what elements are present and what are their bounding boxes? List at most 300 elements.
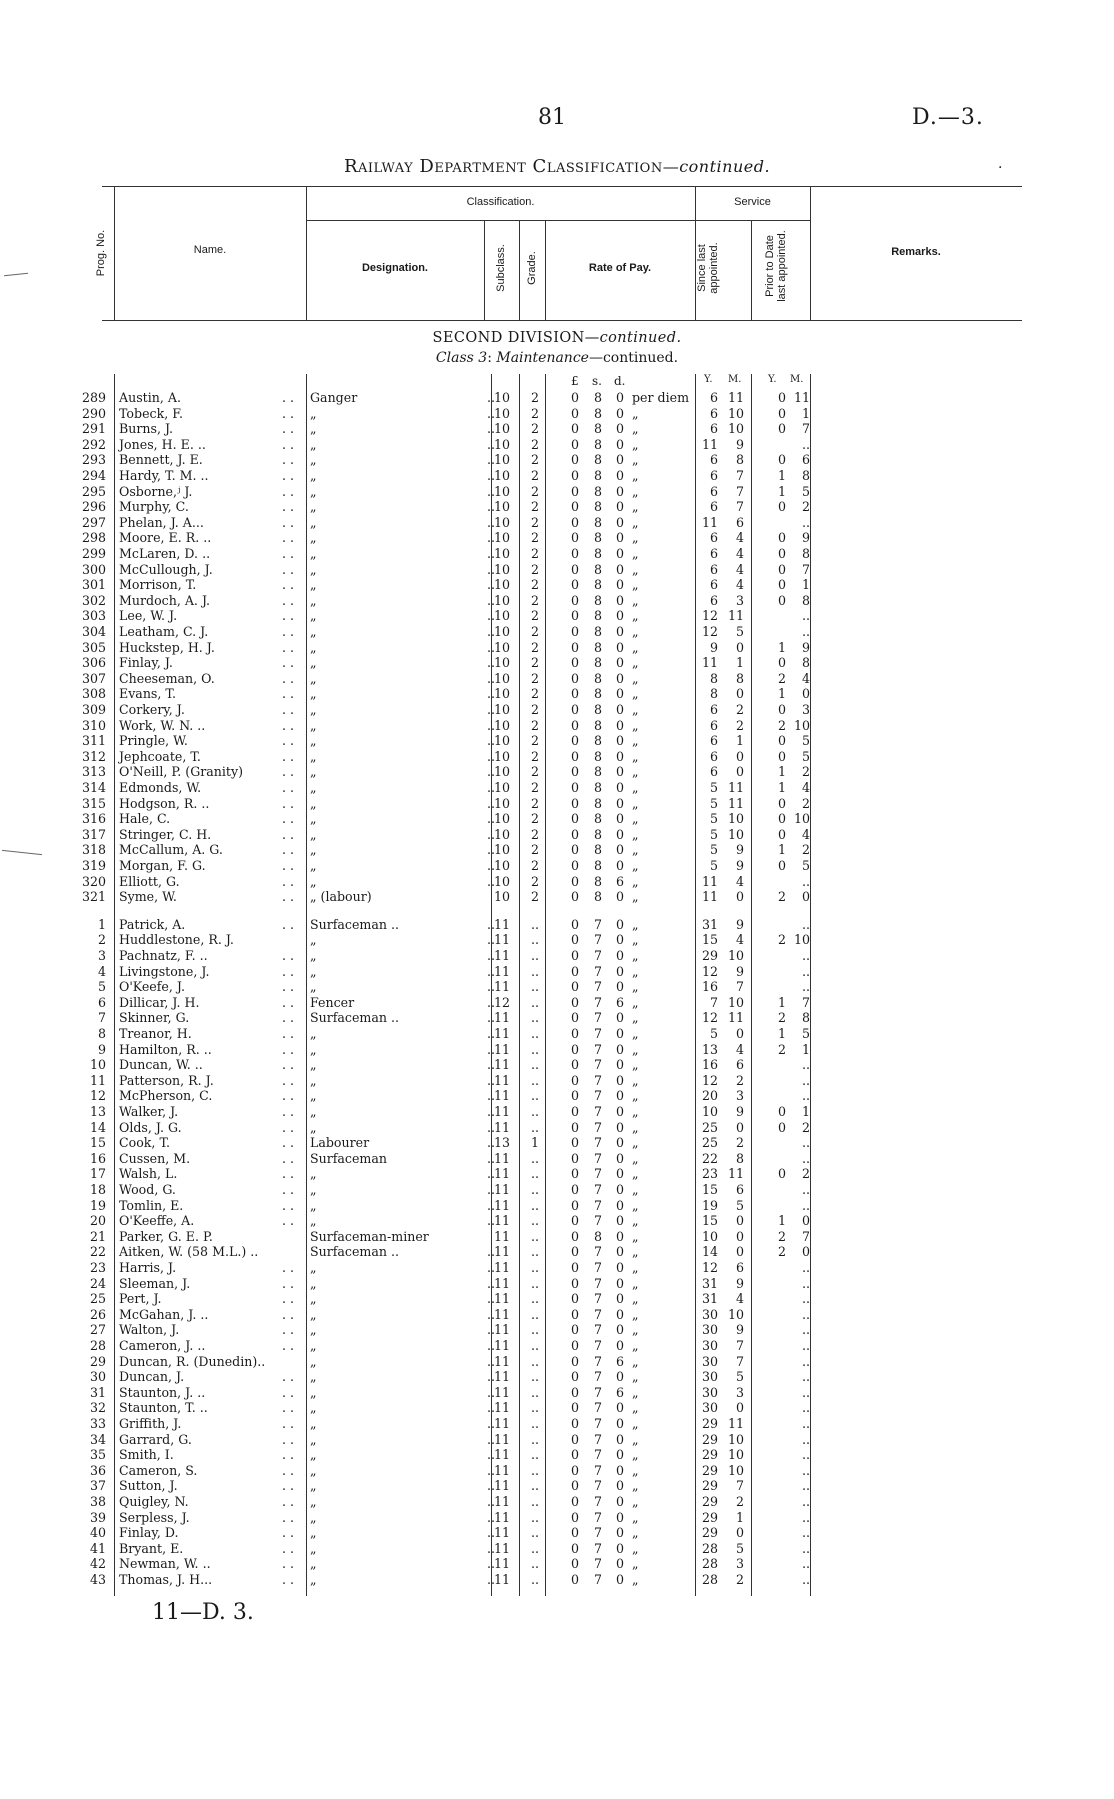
prog-no: 317: [81, 826, 106, 842]
pay-pence: 0: [616, 499, 625, 515]
table-row: [0, 1369, 1114, 1385]
prog-no: 41: [89, 1540, 106, 1556]
leader-dots: ..: [487, 994, 496, 1010]
subclass: 11: [494, 1447, 511, 1463]
table-row: [0, 484, 1114, 500]
header-rate-of-pay: Rate of Pay.: [588, 262, 652, 274]
prior-months: 11: [793, 390, 810, 405]
leader-dots: . .: [282, 858, 295, 873]
prog-no: 22: [89, 1244, 106, 1260]
since-years: 5: [709, 780, 718, 795]
pay-pence: 0: [616, 1275, 625, 1291]
grade: 2: [530, 608, 539, 624]
prog-no: 312: [81, 748, 106, 764]
prior-years: 0: [777, 655, 786, 671]
since-months: 10: [727, 1462, 744, 1478]
grade: ..: [530, 1260, 539, 1275]
footer-signature: 11—D. 3.: [152, 1600, 254, 1625]
pay-basis: „: [632, 811, 639, 827]
employee-name: McCallum, A. G.: [119, 842, 223, 858]
pay-pence: 0: [616, 1104, 625, 1119]
prior-months: 5: [801, 483, 810, 499]
table-row: [0, 640, 1114, 656]
grade: 2: [530, 639, 539, 655]
prog-no: 311: [81, 733, 106, 749]
since-months: 7: [735, 1353, 744, 1369]
pay-pounds: 0: [571, 1275, 580, 1291]
employee-name: Edmonds, W.: [119, 780, 202, 795]
prior-months: ..: [801, 873, 810, 889]
pay-pounds: 0: [571, 514, 580, 530]
leader-dots: . .: [282, 1494, 295, 1509]
leader-dots: . .: [282, 717, 295, 733]
subclass: 11: [494, 1369, 511, 1385]
pay-basis: „: [632, 499, 639, 515]
prog-no: 302: [81, 592, 106, 608]
designation: „: [310, 577, 317, 593]
pay-shillings: 7: [594, 1213, 603, 1229]
prog-no: 318: [81, 842, 106, 858]
pay-shillings: 8: [594, 795, 603, 811]
prog-no: 19: [89, 1197, 106, 1213]
since-months: 4: [735, 561, 744, 577]
leader-dots: ..: [487, 1462, 496, 1478]
subclass: 11: [494, 1182, 511, 1197]
pay-pence: 0: [616, 1072, 625, 1088]
leader-dots: . .: [282, 561, 295, 577]
designation: „: [310, 717, 317, 733]
prog-no: 307: [81, 670, 106, 686]
pay-shillings: 8: [594, 702, 603, 717]
designation: „: [310, 421, 317, 437]
leader-dots: . .: [282, 1572, 295, 1587]
header-prog-no: Prog. No.: [95, 229, 107, 277]
prog-no: 310: [81, 717, 106, 733]
margin-dot: ·: [998, 160, 1003, 176]
employee-name: Elliott, G.: [119, 873, 180, 889]
since-years: 6: [709, 530, 718, 546]
grade: ..: [530, 1244, 539, 1260]
leader-dots: ..: [487, 858, 496, 873]
designation: „: [310, 780, 317, 795]
employee-name: Morgan, F. G.: [119, 858, 206, 873]
subclass: 11: [494, 1494, 511, 1509]
pay-shillings: 7: [594, 1072, 603, 1088]
table-row: [0, 1120, 1114, 1136]
leader-dots: ..: [487, 1088, 496, 1104]
unit-pound: £: [571, 374, 579, 388]
designation: „: [310, 1525, 317, 1541]
subclass: 10: [494, 873, 511, 889]
page-number: 81: [538, 105, 566, 130]
designation: Labourer: [310, 1135, 370, 1151]
employee-name: Work, W. N. ..: [119, 717, 206, 733]
leader-dots: ..: [487, 1057, 496, 1073]
employee-name: Lee, W. J.: [119, 608, 178, 624]
employee-name: Cameron, S.: [119, 1462, 198, 1478]
leader-dots: . .: [282, 795, 295, 811]
prior-years: 0: [777, 390, 786, 405]
leader-dots: . .: [282, 1010, 295, 1026]
prog-no: 316: [81, 811, 106, 827]
pay-shillings: 7: [594, 1244, 603, 1260]
grade: ..: [530, 1228, 539, 1244]
prog-no: 11: [89, 1072, 106, 1088]
employee-name: Corkery, J.: [119, 702, 185, 717]
prior-months: 2: [801, 1119, 810, 1135]
pay-shillings: 7: [594, 1525, 603, 1541]
prior-months: 0: [801, 1244, 810, 1260]
pay-basis: „: [632, 514, 639, 530]
pay-pounds: 0: [571, 468, 580, 483]
employee-name: Walsh, L.: [119, 1166, 178, 1182]
pay-pounds: 0: [571, 1462, 580, 1478]
pay-basis: „: [632, 1400, 639, 1416]
subclass: 10: [494, 655, 511, 671]
table-row: [0, 577, 1114, 593]
prior-months: ..: [801, 1291, 810, 1307]
since-years: 6: [709, 748, 718, 764]
since-months: 2: [735, 702, 744, 717]
pay-pence: 0: [616, 1572, 625, 1587]
designation: „: [310, 811, 317, 827]
pay-shillings: 8: [594, 390, 603, 405]
grade: 2: [530, 452, 539, 468]
pay-pounds: 0: [571, 1478, 580, 1494]
pay-pence: 0: [616, 1119, 625, 1135]
grade: ..: [530, 1306, 539, 1322]
table-row: [0, 858, 1114, 874]
designation: Surfaceman ..: [310, 916, 400, 932]
grade: 2: [530, 421, 539, 437]
prior-months: ..: [801, 1400, 810, 1416]
leader-dots: ..: [487, 1447, 496, 1463]
since-months: 9: [735, 963, 744, 979]
prior-months: ..: [801, 1260, 810, 1275]
since-years: 15: [701, 932, 718, 948]
leader-dots: . .: [282, 608, 295, 624]
pay-basis: „: [632, 1166, 639, 1182]
pay-pounds: 0: [571, 780, 580, 795]
leader-dots: ..: [487, 717, 496, 733]
pay-shillings: 7: [594, 979, 603, 995]
prior-years: 0: [777, 405, 786, 421]
employee-name: Burns, J.: [119, 421, 174, 437]
designation: „: [310, 764, 317, 780]
since-years: 6: [709, 717, 718, 733]
employee-name: Jones, H. E. ..: [119, 436, 206, 452]
pay-basis: „: [632, 1556, 639, 1572]
unit-prior-years: Y.: [768, 374, 777, 385]
unit-prior-months: M.: [790, 374, 804, 385]
subclass: 11: [494, 1228, 511, 1244]
pay-pence: 0: [616, 979, 625, 995]
since-months: 0: [735, 1213, 744, 1229]
designation: „: [310, 1104, 317, 1119]
designation: Ganger: [310, 390, 358, 405]
pay-pence: 0: [616, 858, 625, 873]
pay-shillings: 8: [594, 764, 603, 780]
employee-name: Wood, G.: [119, 1182, 176, 1197]
prog-no: 303: [81, 608, 106, 624]
pay-pence: 0: [616, 670, 625, 686]
designation: „: [310, 1338, 317, 1353]
prog-no: 37: [89, 1478, 106, 1494]
prior-years: 0: [777, 795, 786, 811]
pay-basis: „: [632, 916, 639, 932]
since-years: 6: [709, 421, 718, 437]
table-row: [0, 1400, 1114, 1416]
employee-name: Cheeseman, O.: [119, 670, 215, 686]
prior-years: 2: [777, 1228, 786, 1244]
prog-no: 18: [89, 1182, 106, 1197]
designation: „: [310, 1057, 317, 1073]
pay-pounds: 0: [571, 1338, 580, 1353]
since-months: 9: [735, 842, 744, 858]
pay-shillings: 8: [594, 577, 603, 593]
subclass: 11: [494, 1478, 511, 1494]
table-row: [0, 608, 1114, 624]
prior-years: 0: [777, 1166, 786, 1182]
leader-dots: . .: [282, 1166, 295, 1182]
employee-name: Morrison, T.: [119, 577, 197, 593]
prior-months: ..: [801, 1494, 810, 1509]
leader-dots: . .: [282, 811, 295, 827]
employee-name: Sleeman, J.: [119, 1275, 191, 1291]
pay-pounds: 0: [571, 889, 580, 905]
prog-no: 2: [97, 932, 106, 948]
leader-dots: . .: [282, 405, 295, 421]
leader-dots: ..: [487, 873, 496, 889]
leader-dots: . .: [282, 686, 295, 702]
pay-pounds: 0: [571, 577, 580, 593]
leader-dots: ..: [487, 1369, 496, 1385]
since-months: 6: [735, 1057, 744, 1073]
since-months: 9: [735, 436, 744, 452]
leader-dots: . .: [282, 889, 295, 905]
grade: ..: [530, 1072, 539, 1088]
pay-basis: „: [632, 963, 639, 979]
pay-pounds: 0: [571, 1369, 580, 1385]
pay-pounds: 0: [571, 826, 580, 842]
grade: ..: [530, 1494, 539, 1509]
pay-shillings: 8: [594, 842, 603, 858]
pay-basis: „: [632, 561, 639, 577]
pay-basis: „: [632, 1291, 639, 1307]
designation: „: [310, 1572, 317, 1587]
since-years: 6: [709, 390, 718, 405]
employee-name: Skinner, G.: [119, 1010, 190, 1026]
since-months: 4: [735, 873, 744, 889]
employee-name: Pert, J.: [119, 1291, 162, 1307]
pay-basis: „: [632, 655, 639, 671]
pay-shillings: 7: [594, 916, 603, 932]
since-years: 12: [701, 1010, 718, 1026]
prog-no: 40: [89, 1525, 106, 1541]
since-months: 10: [727, 994, 744, 1010]
pay-pence: 0: [616, 639, 625, 655]
prog-no: 295: [81, 483, 106, 499]
subclass: 11: [494, 1306, 511, 1322]
pay-pence: 0: [616, 1369, 625, 1385]
table-row: [0, 406, 1114, 422]
pay-basis: „: [632, 1338, 639, 1353]
subclass: 10: [494, 592, 511, 608]
leader-dots: . .: [282, 1478, 295, 1494]
pay-pounds: 0: [571, 1088, 580, 1104]
pay-pounds: 0: [571, 530, 580, 546]
grade: ..: [530, 1010, 539, 1026]
subclass: 11: [494, 1416, 511, 1431]
prog-no: 43: [89, 1572, 106, 1587]
table-row: [0, 1073, 1114, 1089]
pay-shillings: 7: [594, 1462, 603, 1478]
pay-pence: 0: [616, 1057, 625, 1073]
since-months: 2: [735, 1572, 744, 1587]
subclass: 11: [494, 1041, 511, 1057]
prior-months: ..: [801, 1478, 810, 1494]
pay-pence: 0: [616, 717, 625, 733]
grade: 2: [530, 748, 539, 764]
pay-pence: 0: [616, 1088, 625, 1104]
subclass: 10: [494, 499, 511, 515]
grade: ..: [530, 1462, 539, 1478]
grade: 2: [530, 811, 539, 827]
employee-name: Parker, G. E. P.: [119, 1228, 213, 1244]
subclass: 11: [494, 1104, 511, 1119]
grade: 2: [530, 842, 539, 858]
subclass: 10: [494, 452, 511, 468]
table-row: [0, 1432, 1114, 1448]
designation: „: [310, 1540, 317, 1556]
pay-pounds: 0: [571, 483, 580, 499]
pay-pounds: 0: [571, 421, 580, 437]
prior-years: 0: [777, 1104, 786, 1119]
employee-name: Moore, E. R. ..: [119, 530, 212, 546]
since-years: 13: [701, 1041, 718, 1057]
pay-basis: „: [632, 858, 639, 873]
prior-months: 9: [801, 639, 810, 655]
pay-basis: „: [632, 842, 639, 858]
since-years: 12: [701, 608, 718, 624]
prior-years: 1: [777, 764, 786, 780]
leader-dots: ..: [487, 932, 496, 948]
prog-no: 15: [89, 1135, 106, 1151]
leader-dots: ..: [487, 1010, 496, 1026]
employee-name: Austin, A.: [119, 390, 181, 405]
header-prior-to-date: Prior to Date last appointed.: [764, 230, 788, 302]
prior-months: 8: [801, 655, 810, 671]
prior-months: 7: [801, 994, 810, 1010]
since-years: 11: [701, 436, 718, 452]
since-months: 10: [727, 421, 744, 437]
table-row: [0, 546, 1114, 562]
pay-shillings: 7: [594, 1338, 603, 1353]
since-months: 2: [735, 1135, 744, 1151]
grade: ..: [530, 1416, 539, 1431]
pay-pounds: 0: [571, 963, 580, 979]
leader-dots: . .: [282, 1556, 295, 1572]
pay-basis: „: [632, 608, 639, 624]
pay-shillings: 7: [594, 963, 603, 979]
since-months: 4: [735, 546, 744, 561]
pay-basis: „: [632, 405, 639, 421]
since-years: 22: [701, 1150, 718, 1166]
employee-name: Duncan, R. (Dunedin)..: [119, 1353, 266, 1369]
pay-basis: „: [632, 764, 639, 780]
pay-pounds: 0: [571, 702, 580, 717]
subclass: 10: [494, 639, 511, 655]
subclass: 10: [494, 390, 511, 405]
leader-dots: . .: [282, 639, 295, 655]
employee-name: Hamilton, R. ..: [119, 1041, 212, 1057]
pay-pounds: 0: [571, 1228, 580, 1244]
employee-name: Hodgson, R. ..: [119, 795, 210, 811]
leader-dots: ..: [487, 1400, 496, 1416]
prior-months: ..: [801, 1556, 810, 1572]
since-months: 8: [735, 1150, 744, 1166]
pay-pounds: 0: [571, 916, 580, 932]
prior-months: 8: [801, 546, 810, 561]
header-grade: Grade.: [526, 251, 538, 285]
pay-pence: 0: [616, 1026, 625, 1041]
leader-dots: ..: [487, 608, 496, 624]
leader-dots: ..: [487, 1291, 496, 1307]
pay-pence: 0: [616, 483, 625, 499]
since-years: 29: [701, 1447, 718, 1463]
subclass: 11: [494, 1275, 511, 1291]
employee-name: Walker, J.: [119, 1104, 179, 1119]
pay-pence: 0: [616, 1338, 625, 1353]
pay-pounds: 0: [571, 733, 580, 749]
since-years: 5: [709, 1026, 718, 1041]
pay-pence: 0: [616, 608, 625, 624]
leader-dots: ..: [487, 1197, 496, 1213]
prior-months: ..: [801, 1322, 810, 1338]
subclass: 10: [494, 670, 511, 686]
pay-shillings: 7: [594, 1400, 603, 1416]
pay-pounds: 0: [571, 1213, 580, 1229]
pay-pence: 0: [616, 764, 625, 780]
subclass: 11: [494, 1540, 511, 1556]
unit-since-months: M.: [728, 374, 742, 385]
prog-no: 32: [89, 1400, 106, 1416]
header-service: Service: [734, 196, 771, 208]
since-years: 7: [709, 994, 718, 1010]
grade: 2: [530, 499, 539, 515]
leader-dots: . .: [282, 1213, 295, 1229]
since-months: 11: [727, 780, 744, 795]
pay-pence: 0: [616, 1010, 625, 1026]
table-row: [0, 468, 1114, 484]
pay-shillings: 7: [594, 1509, 603, 1525]
employee-name: Griffith, J.: [119, 1416, 182, 1431]
prog-no: 8: [97, 1026, 106, 1041]
designation: „: [310, 1119, 317, 1135]
leader-dots: . .: [282, 1260, 295, 1275]
pay-pounds: 0: [571, 858, 580, 873]
pay-pence: 0: [616, 826, 625, 842]
leader-dots: . .: [282, 1197, 295, 1213]
pay-shillings: 7: [594, 1275, 603, 1291]
table-row: [0, 1104, 1114, 1120]
pay-basis: „: [632, 1416, 639, 1431]
since-months: 7: [735, 499, 744, 515]
employee-name: Bennett, J. E.: [119, 452, 203, 468]
pay-pounds: 0: [571, 1431, 580, 1447]
since-years: 15: [701, 1213, 718, 1229]
pay-pence: 0: [616, 1478, 625, 1494]
